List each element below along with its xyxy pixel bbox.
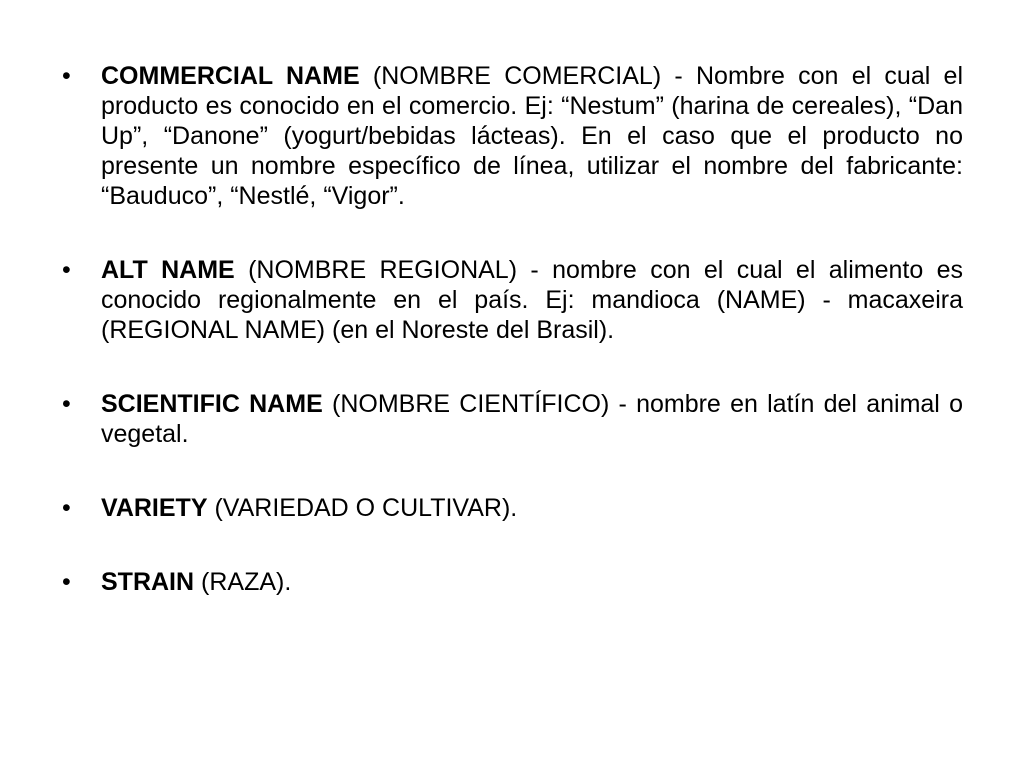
bullet-scientific-name	[62, 389, 963, 449]
bullet-term: ALT NAME	[101, 256, 235, 284]
bullet-term: SCIENTIFIC NAME	[101, 390, 323, 418]
bullet-marker: •	[62, 568, 71, 596]
bullet-text: (NOMBRE COMERCIAL) - Nombre con el cual el producto es conocido en el comercio. Ej: “Nestum” (harina de cereales), “Dan Up”, “Danone” (yogurt/bebidas lácteas). En el caso que el producto no presente un nombre específico de línea, utilizar el nombre del fabricante: “Bauduco”, “Nestlé, “Vigor”.	[101, 62, 964, 210]
bullet-list	[62, 61, 964, 597]
bullet-marker: •	[62, 62, 71, 90]
bullet-marker: •	[62, 494, 71, 522]
bullet-strain	[62, 567, 963, 597]
bullet-text: (RAZA).	[194, 568, 292, 596]
bullet-alt-name	[62, 255, 963, 345]
bullet-text: (VARIEDAD O CULTIVAR).	[207, 494, 518, 522]
bullet-variety	[62, 493, 963, 523]
bullet-text: (NOMBRE REGIONAL) - nombre con el cual el alimento es conocido regionalmente en el país. Ej: mandioca (NAME) - macaxeira (REGIONAL NAME) (en el Noreste del Brasil).	[101, 256, 963, 344]
bullet-marker: •	[62, 390, 71, 418]
bullet-term: VARIETY	[101, 494, 208, 522]
bullet-commercial-name	[62, 61, 964, 211]
bullet-marker: •	[62, 256, 71, 284]
bullet-text: (NOMBRE CIENTÍFICO) - nombre en latín del animal o vegetal.	[101, 390, 963, 448]
bullet-term: STRAIN	[101, 568, 195, 596]
bullet-term: COMMERCIAL NAME	[101, 62, 360, 90]
